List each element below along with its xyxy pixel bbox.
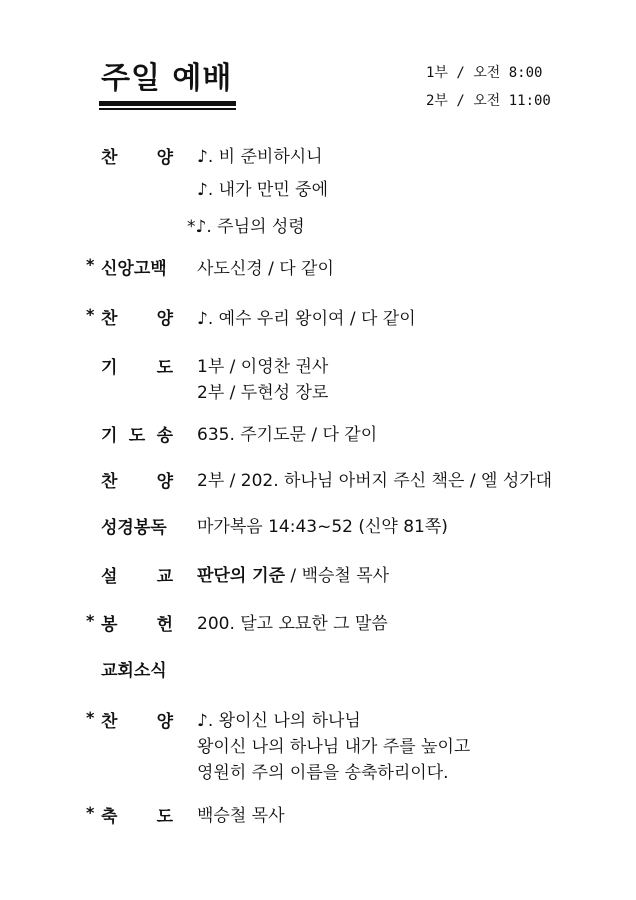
row-label: [101, 610, 173, 635]
row-label: [101, 353, 173, 378]
row-line: 백승철 목사: [197, 806, 285, 826]
row-label: [101, 143, 173, 168]
row-line: 왕이신 나의 하나님 내가 주를 높이고: [197, 737, 471, 757]
label-text: 성경봉독: [101, 518, 167, 538]
row-line: *♪. 주님의 성령: [187, 217, 305, 237]
row-label: [101, 467, 173, 492]
page-title: 주일 예배: [101, 61, 233, 96]
label-char: 양: [156, 309, 173, 329]
label-char: 양: [156, 472, 173, 492]
label-char: 도: [156, 358, 173, 378]
row-line: ♪. 내가 만민 중에: [197, 180, 328, 200]
label-char: 찬: [101, 712, 118, 732]
service-time-1: 1부 / 오전 8:00: [426, 65, 543, 81]
row-label: [101, 562, 173, 587]
label-char: 기: [101, 358, 118, 378]
label-char: 찬: [101, 309, 118, 329]
label-text: 교회소식: [101, 661, 167, 681]
label-char: 양: [156, 148, 173, 168]
label-char: 도: [156, 807, 173, 827]
stand-marker: *: [86, 305, 95, 324]
stand-marker: *: [86, 803, 95, 822]
row-line: 635. 주기도문 / 다 같이: [197, 425, 378, 445]
row-line: 마가복음 14:43~52 (신약 81쪽): [197, 517, 448, 537]
label-char: 찬: [101, 472, 118, 492]
row-line: 2부 / 202. 하나님 아버지 주신 책은 / 엘 성가대: [197, 471, 553, 491]
label-char: 봉: [101, 615, 118, 635]
row-line: 사도신경 / 다 같이: [197, 259, 334, 279]
label-char: 축: [101, 807, 118, 827]
row-label: [101, 254, 173, 279]
row-line: ♪. 왕이신 나의 하나님: [197, 711, 361, 731]
label-char: 기: [101, 426, 118, 446]
row-line: ♪. 비 준비하시니: [197, 147, 323, 167]
label-char: 송: [156, 426, 173, 446]
sermon-title: 판단의 기준: [197, 566, 286, 586]
row-label: [101, 656, 173, 681]
row-line: [197, 561, 389, 586]
row-line: 영원히 주의 이름을 송축하리이다.: [197, 763, 449, 783]
label-char: 도: [128, 426, 146, 446]
row-line: ♪. 예수 우리 왕이여 / 다 같이: [197, 309, 416, 329]
stand-marker: *: [86, 611, 95, 630]
row-label: [101, 707, 173, 732]
row-label: [101, 513, 173, 538]
sermon-preacher: / 백승철 목사: [285, 566, 390, 586]
stand-marker: *: [86, 708, 95, 727]
row-line: 1부 / 이영찬 권사: [197, 357, 329, 377]
row-line: 2부 / 두현성 장로: [197, 383, 329, 403]
row-line: 200. 달고 오묘한 그 말씀: [197, 614, 388, 634]
row-label: [101, 802, 173, 827]
stand-marker: *: [86, 255, 95, 274]
label-text: 신앙고백: [101, 259, 167, 279]
row-label: [101, 421, 173, 446]
label-char: 헌: [156, 615, 173, 635]
service-time-2: 2부 / 오전 11:00: [426, 93, 551, 109]
label-char: 교: [156, 567, 173, 587]
title-underline-thin: [99, 108, 236, 110]
label-char: 찬: [101, 148, 118, 168]
title-underline: [99, 101, 236, 106]
label-char: 양: [156, 712, 173, 732]
label-char: 설: [101, 567, 118, 587]
row-label: [101, 304, 173, 329]
